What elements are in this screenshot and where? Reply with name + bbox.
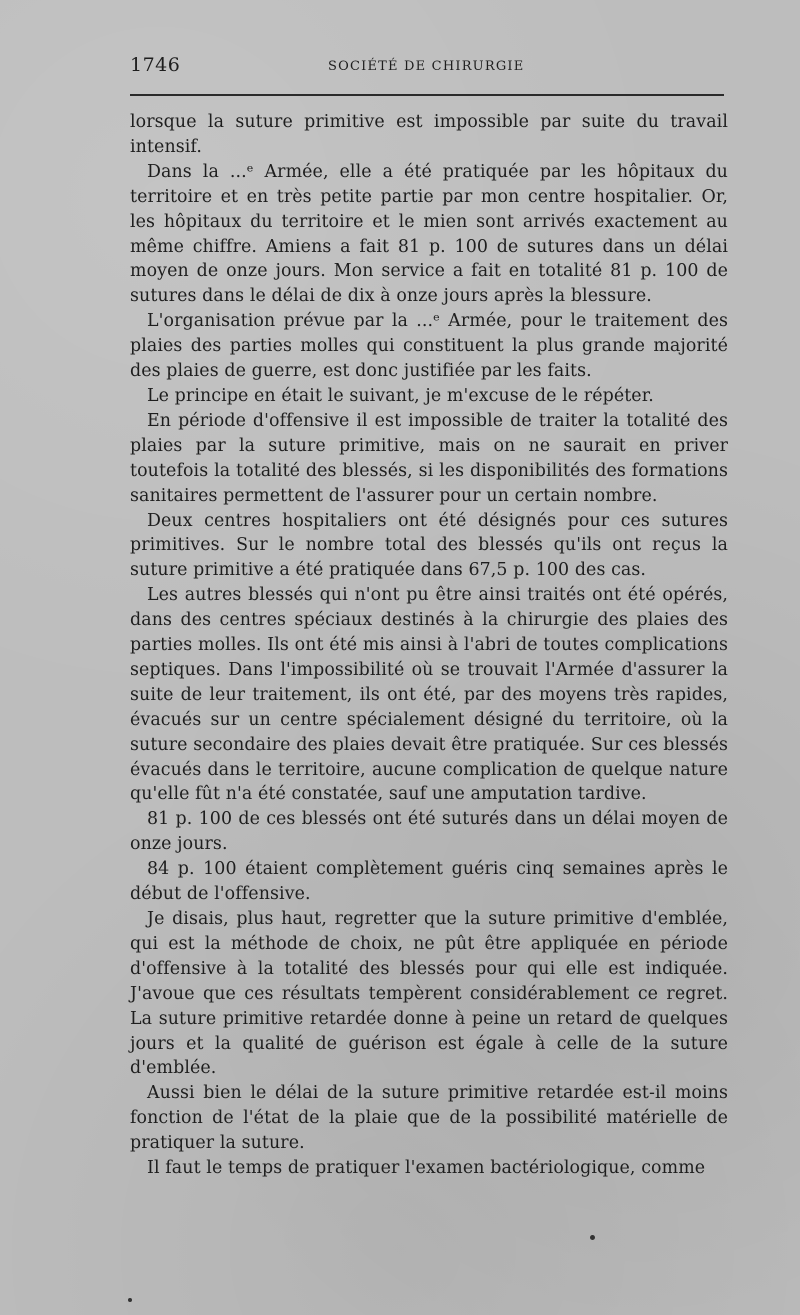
paragraph-6: Deux centres hospitaliers ont été désignés pour ces sutures primitives. Sur le nombre total des blessés qu'ils ont reçus la suture primitive a été pratiquée dans 67,5 p. 100 des cas.: [130, 510, 728, 581]
paragraph-5: En période d'offensive il est impossible de traiter la totalité des plaies par la suture primitive, mais on ne saurait en priver toutefois la totalité des blessés, si les disponibilités des formations sanitaires permettent de l'assurer pour un certain nombre.: [130, 410, 728, 506]
paragraph-1: lorsque la suture primitive est impossible par suite du travail intensif.: [130, 112, 728, 157]
paper-speck: [590, 1235, 595, 1240]
paragraph-4: Le principe en était le suivant, je m'excuse de le répéter.: [147, 385, 654, 406]
page-header: [130, 54, 724, 84]
paragraph-2: Dans la ...ᵉ Armée, elle a été pratiquée par les hôpitaux du territoire et en très petite partie par mon centre hospitalier. Or, les hôpitaux du territoire et le mien sont arrivés exactement au même chiffre. Amiens a fait 81 p. 100 de sutures dans un délai moyen de onze jours. Mon service a fait en totalité 81 p. 100 de sutures dans le délai de dix à onze jours après la blessure.: [130, 161, 728, 307]
page-number: 1746: [130, 54, 181, 76]
paragraph-12: Il faut le temps de pratiquer l'examen bactériologique, comme: [147, 1158, 706, 1179]
header-rule: [130, 94, 724, 96]
paragraph-7: Les autres blessés qui n'ont pu être ainsi traités ont été opérés, dans des centres spéciaux destinés à la chirurgie des plaies des parties molles. Ils ont été mis ainsi à l'abri de toutes complications septiques. Dans l'impossibilité où se trouvait l'Armée d'assurer la suite de leur traitement, ils ont été, par des moyens très rapides, évacués sur un centre spécialement désigné du territoire, où la suture secondaire des plaies devait être pratiquée. Sur ces blessés évacués dans le territoire, aucune complication de quelque nature qu'elle fût n'a été constatée, sauf une amputation tardive.: [130, 585, 728, 805]
paragraph-11: Aussi bien le délai de la suture primitive retardée est-il moins fonction de l'état de la plaie que de la possibilité matérielle de pratiquer la suture.: [130, 1083, 728, 1154]
body-text: [130, 110, 728, 1181]
running-title: SOCIÉTÉ DE CHIRURGIE: [328, 59, 525, 74]
paragraph-3: L'organisation prévue par la ...ᵉ Armée, pour le traitement des plaies des parties molles qui constituent la plus grande majorité des plaies de guerre, est donc justifiée par les faits.: [130, 311, 728, 382]
paragraph-9: 84 p. 100 étaient complètement guéris cinq semaines après le début de l'offensive.: [130, 859, 728, 905]
paper-speck: [128, 1298, 132, 1302]
paragraph-8: 81 p. 100 de ces blessés ont été suturés dans un délai moyen de onze jours.: [130, 809, 728, 855]
paragraph-10: Je disais, plus haut, regretter que la suture primitive d'emblée, qui est la méthode de choix, ne pût être appliquée en période d'offensive à la totalité des blessés pour qui elle est indiquée. J'avoue que ces résultats tempèrent considérablement ce regret. La suture primitive retardée donne à peine un retard de quelques jours et la qualité de guérison est égale à celle de la suture d'emblée.: [130, 909, 728, 1079]
